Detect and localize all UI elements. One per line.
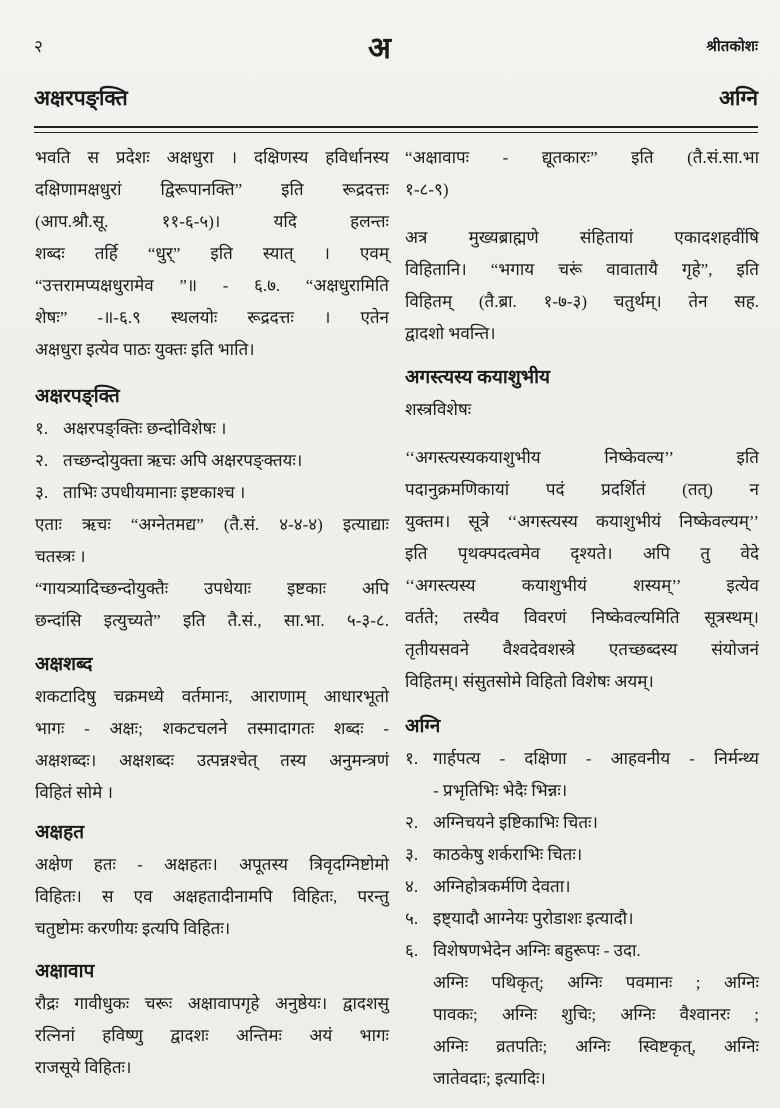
text-line (35, 849, 389, 881)
numbered-item-line (405, 743, 759, 775)
text-line (405, 999, 759, 1031)
text-line (35, 1020, 389, 1052)
line-text: - प्रभृतिभिः भेदैः भिन्नः। (433, 781, 568, 800)
line-text: शकटादिषु चक्रमध्ये वर्तमानः, आराणाम् आधारभूतो (35, 687, 389, 706)
section-letter: अ (368, 32, 391, 65)
line-text: विहितम् (तै.ब्रा. १-७-३) चतुर्थम्। तेन सह. (405, 292, 759, 311)
text-line (405, 318, 759, 350)
entry-subtitle: शस्त्रविशेषः (405, 400, 472, 419)
text-line (35, 713, 389, 745)
line-text: रत्निनां हविष्णु द्वादशः अन्तिमः अयं भागः (35, 1026, 389, 1045)
line-text: गार्हपत्य - दक्षिणा - आहवनीय - निर्मन्थ्य (433, 749, 759, 768)
item-number: १. (35, 419, 49, 438)
line-text: अक्षरपङ्क्तिः छन्दोविशेषः । (63, 419, 227, 438)
line-text: विहितानि। “भगाय चरूं वावातायै गृहे”, इति (405, 260, 759, 279)
text-line (35, 206, 389, 238)
text-line (405, 474, 759, 506)
text-line (405, 142, 759, 174)
book-title: श्रीतकोशः (706, 39, 758, 55)
text-line (35, 881, 389, 913)
line-text: अग्निचयने इष्टिकाभिः चितः। (433, 813, 598, 832)
text-line (405, 442, 759, 474)
text-line (35, 509, 389, 541)
entry-block (35, 381, 389, 637)
text-line (405, 506, 759, 538)
text-line (35, 142, 389, 174)
line-text: १-८-९) (405, 180, 449, 199)
text-line (35, 573, 389, 605)
line-text: शब्दः तर्हि “धुर्” इति स्यात् । एवम् (35, 244, 389, 263)
text-line (405, 666, 759, 698)
text-line (35, 745, 389, 777)
numbered-item-line (35, 477, 389, 509)
line-text: विशेषणभेदेन अग्निः बहुरूपः - उदा. (433, 941, 641, 960)
item-number: ३. (405, 845, 419, 864)
entry-block (35, 142, 389, 366)
item-number: २. (35, 451, 49, 470)
text-line (35, 913, 389, 945)
numbered-item-line (35, 445, 389, 477)
numbered-item-line (405, 871, 759, 903)
entry-heading: अक्षरपङ्क्ति (35, 386, 120, 407)
line-text: अक्षधुरा इत्येव पाठः युक्तः इति भाति। (35, 340, 255, 359)
text-line (35, 541, 389, 573)
line-text: भागः - अक्षः; शकटचलने तस्मादागतः शब्दः - (35, 719, 389, 738)
text-line (405, 775, 759, 807)
line-text: (आप.श्रौ.सू. ११-६-५)। यदि हलन्तः (35, 212, 389, 231)
line-text: ताभिः उपधीयमानाः इष्टकाश्च । (63, 483, 246, 502)
text-line (405, 174, 759, 206)
numbered-item-line (405, 807, 759, 839)
entry-block (405, 222, 759, 350)
item-number: २. (405, 813, 419, 832)
text-line (405, 1031, 759, 1063)
text-line (405, 967, 759, 999)
numbered-item-line (35, 413, 389, 445)
entry-heading: अक्षहत (35, 822, 85, 843)
line-text: चतुष्टोमः करणीयः इत्यपि विहितः। (35, 919, 231, 938)
text-line (405, 538, 759, 570)
line-text: अग्निहोत्रकर्मणि देवता। (433, 877, 571, 896)
numbered-item-line (405, 903, 759, 935)
text-line (405, 1063, 759, 1095)
line-text: “उत्तरामप्यक्षधुरामेव ”॥ - ६.७. “अक्षधुरामिति (35, 276, 389, 295)
text-line (35, 1052, 389, 1084)
entry-heading: अक्षावाप (35, 961, 95, 982)
left-guide-word: अक्षरपङ्क्ति (34, 86, 128, 110)
line-text: तच्छन्दोयुक्ता ऋचः अपि अक्षरपङ्क्तयः। (63, 451, 303, 470)
text-line (35, 777, 389, 809)
numbered-item-line (405, 839, 759, 871)
line-text: इष्ट्यादौ आग्नेयः पुरोडाशः इत्यादौ। (433, 909, 634, 928)
text-line (35, 605, 389, 637)
item-number: ३. (35, 483, 49, 502)
text-line (405, 254, 759, 286)
entry-block (405, 711, 759, 1095)
entry-block (35, 817, 389, 945)
line-text: “अक्षावापः - द्यूतकारः” इति (तै.सं.सा.भा (405, 148, 759, 167)
line-text: द्वादशो भवन्ति। (405, 324, 496, 343)
header-rule-thin (34, 132, 758, 133)
line-text: “गायत्र्यादिच्छन्दोयुक्तैः उपधेयाः इष्टकाः अपि (35, 579, 389, 598)
line-text: दक्षिणामक्षधुरां द्विरूपानक्ति” इति रूद्रदत्तः (35, 180, 389, 199)
line-text: एताः ऋचः “अग्नेतमद्य” (तै.सं. ४-४-४) इत्याद्याः (35, 515, 389, 534)
line-text: रौद्रः गावीधुकः चरूः अक्षावापगृहे अनुष्ठेयः। द्वादशसु (35, 994, 389, 1013)
text-line (35, 270, 389, 302)
entry-heading: अगस्त्यस्य कयाशुभीय (405, 367, 551, 388)
line-text: अग्निः पथिकृत्; अग्निः पवमानः ; अग्निः (433, 973, 759, 992)
text-line (405, 602, 759, 634)
text-line (405, 634, 759, 666)
line-text: युक्तम। सूत्रे ‘‘अगस्त्यस्य कयाशुभीयं निष्केवल्यम्’’ (405, 512, 759, 531)
entry-heading: अग्नि (405, 716, 441, 737)
text-line (405, 570, 759, 602)
text-line (405, 222, 759, 254)
text-line (35, 681, 389, 713)
line-text: राजसूये विहितः। (35, 1058, 132, 1077)
item-number: ६. (405, 941, 419, 960)
text-line (35, 988, 389, 1020)
item-number: १. (405, 749, 419, 768)
text-line (405, 286, 759, 318)
line-text: ‘‘अगस्त्यस्य कयाशुभीयं शस्यम्’’ इत्येव (405, 576, 759, 595)
line-text: अग्निः व्रतपतिः; अग्निः स्विष्टकृत्, अग्निः (433, 1037, 759, 1056)
line-text: इति पृथक्पदत्वमेव दृश्यते। अपि तु वेदे (405, 544, 759, 563)
entry-block (405, 142, 759, 206)
entry-heading: अक्षशब्द (35, 654, 93, 675)
page-number: २ (34, 37, 43, 56)
line-text: विहितम्। संसुतसोमे विहितो विशेषः अयम्। (405, 672, 654, 691)
text-line (35, 302, 389, 334)
header-rule (34, 126, 758, 128)
line-text: पावकः; अग्निः शुचिः; अग्निः वैश्वानरः ; (433, 1005, 759, 1024)
line-text: छन्दांसि इत्युच्यते” इति तै.सं., सा.भा. ५-३-८. (35, 611, 389, 630)
line-text: अत्र मुख्यब्राह्मणे संहितायां एकादशहवींषि (405, 228, 759, 247)
item-number: ४. (405, 877, 419, 896)
right-guide-word: अग्नि (718, 86, 758, 110)
line-text: काठकेषु शर्कराभिः चितः। (433, 845, 583, 864)
line-text: चतस्त्रः । (35, 547, 86, 566)
text-line (35, 334, 389, 366)
line-text: अक्षशब्दः। अक्षशब्दः उत्पन्नश्चेत् तस्य अनुमन्त्रणं (35, 751, 389, 770)
line-text: जातेवदाः; इत्यादिः। (433, 1069, 546, 1088)
line-text: विहितः। स एव अक्षहतादीनामपि विहितः, परन्तु (35, 887, 389, 906)
line-text: पदानुक्रमणिकायां पदं प्रदर्शितं (तत्) न (405, 480, 759, 499)
line-text: भवति स प्रदेशः अक्षधुरा । दक्षिणस्य हविर्धानस्य (35, 148, 389, 167)
line-text: ‘‘अगस्त्यस्यकयाशुभीय निष्केवल्य’’ इति (405, 448, 759, 467)
line-text: विहितं सोमे । (35, 783, 113, 802)
line-text: अक्षेण हतः - अक्षहतः। अपूतस्य त्रिवृदग्निष्टोमो (35, 855, 389, 874)
line-text: तृतीयसवने वैश्वदेवशस्त्रे एतच्छब्दस्य संयोजनं (405, 640, 759, 659)
numbered-item-line (405, 935, 759, 967)
line-text: वर्तते; तस्यैव विवरणं निष्केवल्यमिति सूत्रस्थम्। (405, 608, 759, 627)
text-line (35, 238, 389, 270)
entry-block (405, 362, 759, 698)
text-line (35, 174, 389, 206)
item-number: ५. (405, 909, 419, 928)
entry-block (35, 649, 389, 809)
entry-block (35, 956, 389, 1084)
line-text: शेषः” -॥-६.९ स्थलयोः रूद्रदत्तः । एतेन (35, 308, 389, 327)
